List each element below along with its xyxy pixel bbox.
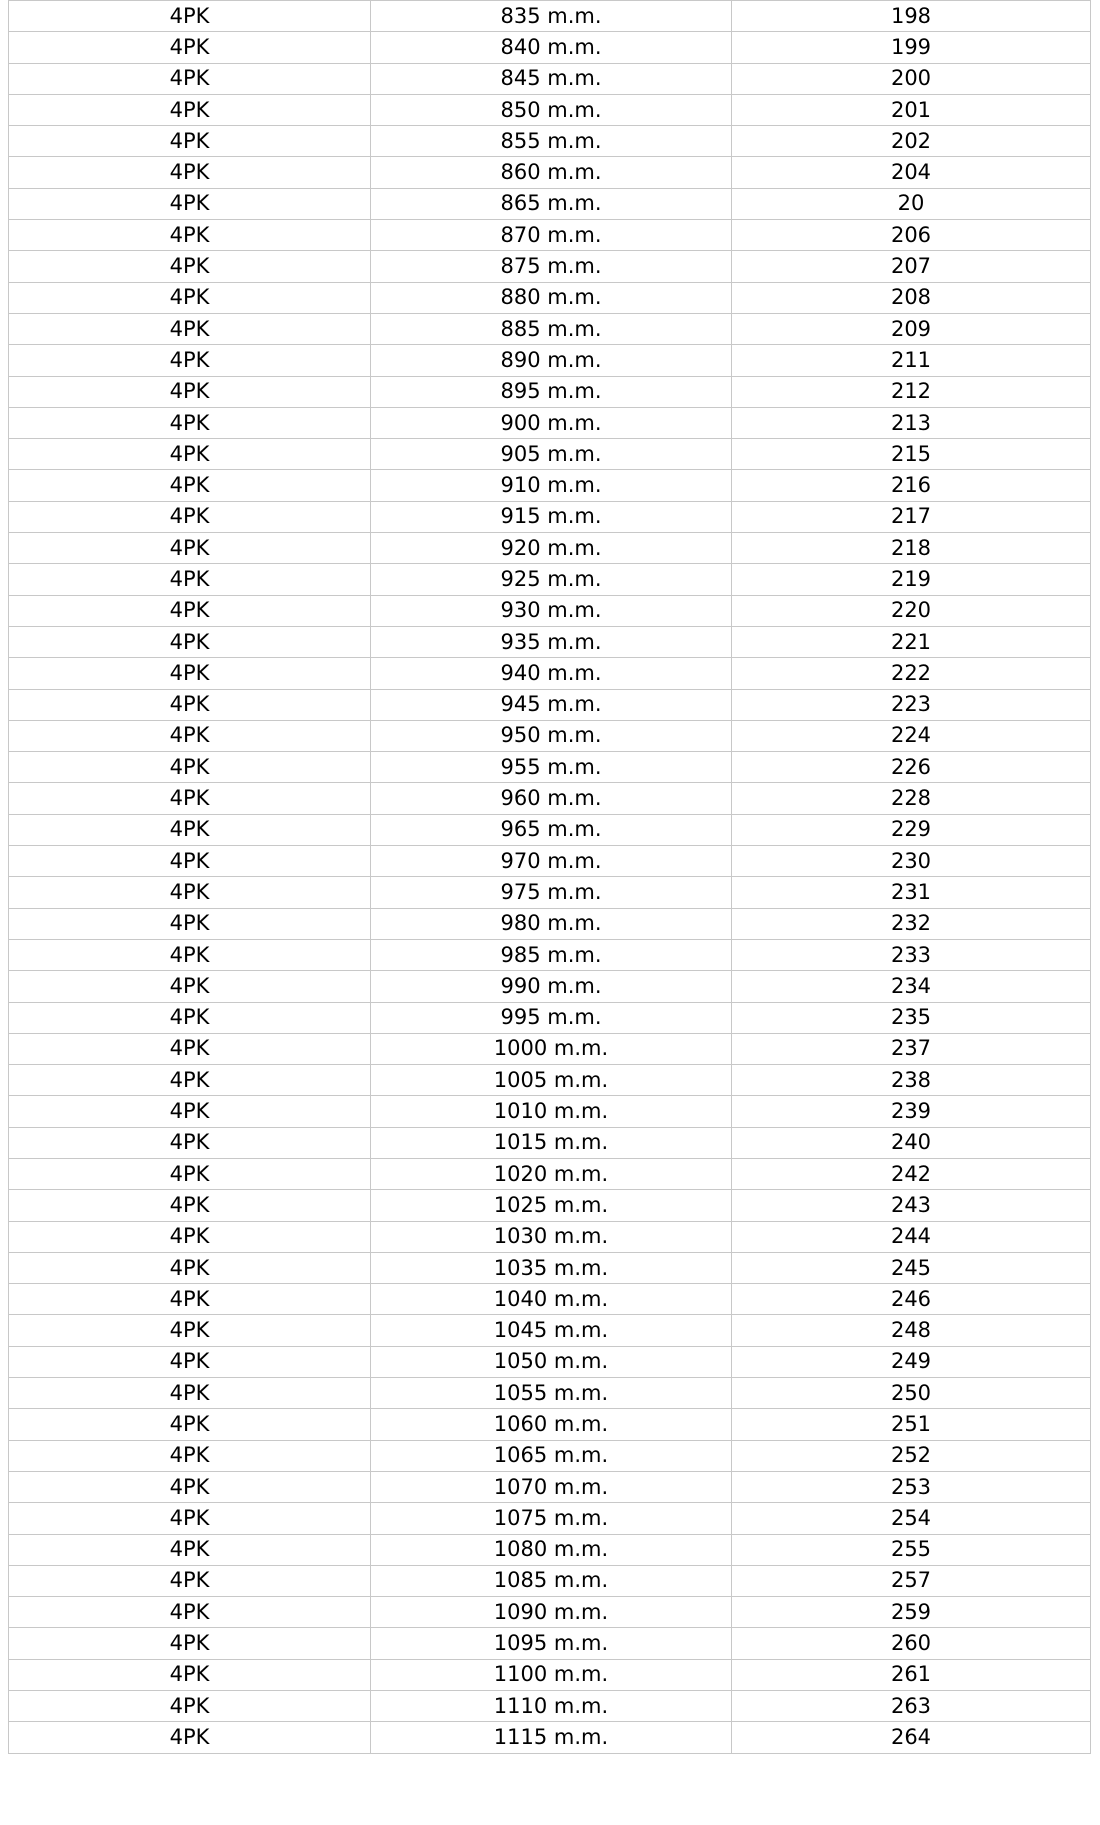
cell-belt-length[interactable]: 1085 m.m.	[371, 1565, 732, 1596]
cell-belt-length[interactable]: 990 m.m.	[371, 971, 732, 1002]
belt-size-table	[8, 0, 1091, 1754]
cell-belt-length[interactable]: 1045 m.m.	[371, 1315, 732, 1346]
table-row	[9, 1534, 1091, 1565]
cell-belt-code[interactable]: 246	[732, 1284, 1091, 1315]
cell-belt-length[interactable]: 835 m.m.	[371, 1, 732, 32]
cell-belt-type[interactable]: 4PK	[9, 1096, 371, 1127]
cell-belt-code[interactable]: 20	[732, 188, 1091, 219]
table-row	[9, 188, 1091, 219]
cell-belt-length[interactable]: 1075 m.m.	[371, 1503, 732, 1534]
cell-belt-type[interactable]: 4PK	[9, 1691, 371, 1722]
cell-belt-type[interactable]: 4PK	[9, 470, 371, 501]
table-row	[9, 658, 1091, 689]
cell-belt-type[interactable]: 4PK	[9, 1409, 371, 1440]
cell-belt-length[interactable]: 1000 m.m.	[371, 1033, 732, 1064]
cell-belt-code[interactable]: 249	[732, 1346, 1091, 1377]
table-row	[9, 1065, 1091, 1096]
table-row	[9, 1033, 1091, 1064]
table-row	[9, 1659, 1091, 1690]
table-row	[9, 94, 1091, 125]
cell-belt-code[interactable]: 255	[732, 1534, 1091, 1565]
cell-belt-code[interactable]: 209	[732, 313, 1091, 344]
cell-belt-code[interactable]: 263	[732, 1691, 1091, 1722]
cell-belt-length[interactable]: 910 m.m.	[371, 470, 732, 501]
cell-belt-code[interactable]: 215	[732, 439, 1091, 470]
cell-belt-type[interactable]: 4PK	[9, 345, 371, 376]
cell-belt-type[interactable]: 4PK	[9, 1127, 371, 1158]
cell-belt-code[interactable]: 252	[732, 1440, 1091, 1471]
cell-belt-code[interactable]: 237	[732, 1033, 1091, 1064]
cell-belt-code[interactable]: 243	[732, 1190, 1091, 1221]
cell-belt-type[interactable]: 4PK	[9, 1597, 371, 1628]
table-row	[9, 1221, 1091, 1252]
cell-belt-length[interactable]: 1025 m.m.	[371, 1190, 732, 1221]
table-row	[9, 32, 1091, 63]
table-row	[9, 1284, 1091, 1315]
table-row	[9, 439, 1091, 470]
cell-belt-code[interactable]: 244	[732, 1221, 1091, 1252]
cell-belt-type[interactable]: 4PK	[9, 1534, 371, 1565]
cell-belt-code[interactable]: 218	[732, 533, 1091, 564]
cell-belt-length[interactable]: 1035 m.m.	[371, 1252, 732, 1283]
cell-belt-length[interactable]: 1115 m.m.	[371, 1722, 732, 1753]
table-row	[9, 689, 1091, 720]
cell-belt-length[interactable]: 935 m.m.	[371, 626, 732, 657]
cell-belt-length[interactable]: 920 m.m.	[371, 533, 732, 564]
table-row	[9, 1158, 1091, 1189]
cell-belt-type[interactable]: 4PK	[9, 376, 371, 407]
cell-belt-type[interactable]: 4PK	[9, 1628, 371, 1659]
cell-belt-type[interactable]: 4PK	[9, 126, 371, 157]
cell-belt-type[interactable]: 4PK	[9, 313, 371, 344]
cell-belt-type[interactable]: 4PK	[9, 846, 371, 877]
table-body	[9, 1, 1091, 1754]
cell-belt-type[interactable]: 4PK	[9, 783, 371, 814]
cell-belt-type[interactable]: 4PK	[9, 1284, 371, 1315]
cell-belt-code[interactable]: 230	[732, 846, 1091, 877]
table-row	[9, 1252, 1091, 1283]
cell-belt-type[interactable]: 4PK	[9, 971, 371, 1002]
cell-belt-length[interactable]: 850 m.m.	[371, 94, 732, 125]
cell-belt-type[interactable]: 4PK	[9, 1221, 371, 1252]
cell-belt-type[interactable]: 4PK	[9, 1, 371, 32]
cell-belt-type[interactable]: 4PK	[9, 1033, 371, 1064]
cell-belt-length[interactable]: 1100 m.m.	[371, 1659, 732, 1690]
cell-belt-length[interactable]: 900 m.m.	[371, 407, 732, 438]
table-row	[9, 1409, 1091, 1440]
table-row	[9, 1002, 1091, 1033]
cell-belt-code[interactable]: 207	[732, 251, 1091, 282]
cell-belt-code[interactable]: 238	[732, 1065, 1091, 1096]
cell-belt-length[interactable]: 870 m.m.	[371, 220, 732, 251]
cell-belt-code[interactable]: 223	[732, 689, 1091, 720]
cell-belt-code[interactable]: 202	[732, 126, 1091, 157]
cell-belt-type[interactable]: 4PK	[9, 32, 371, 63]
table-row	[9, 626, 1091, 657]
cell-belt-code[interactable]: 212	[732, 376, 1091, 407]
cell-belt-type[interactable]: 4PK	[9, 626, 371, 657]
table-row	[9, 407, 1091, 438]
cell-belt-length[interactable]: 930 m.m.	[371, 595, 732, 626]
cell-belt-length[interactable]: 1060 m.m.	[371, 1409, 732, 1440]
table-row	[9, 501, 1091, 532]
cell-belt-type[interactable]: 4PK	[9, 1002, 371, 1033]
cell-belt-length[interactable]: 885 m.m.	[371, 313, 732, 344]
cell-belt-type[interactable]: 4PK	[9, 439, 371, 470]
cell-belt-code[interactable]: 201	[732, 94, 1091, 125]
cell-belt-code[interactable]: 233	[732, 939, 1091, 970]
table-row	[9, 220, 1091, 251]
cell-belt-type[interactable]: 4PK	[9, 689, 371, 720]
table-row	[9, 908, 1091, 939]
table-row	[9, 470, 1091, 501]
cell-belt-length[interactable]: 1030 m.m.	[371, 1221, 732, 1252]
cell-belt-length[interactable]: 915 m.m.	[371, 501, 732, 532]
cell-belt-type[interactable]: 4PK	[9, 282, 371, 313]
table-row	[9, 1503, 1091, 1534]
table-row	[9, 1722, 1091, 1753]
table-row	[9, 251, 1091, 282]
cell-belt-type[interactable]: 4PK	[9, 157, 371, 188]
cell-belt-code[interactable]: 224	[732, 720, 1091, 751]
cell-belt-code[interactable]: 242	[732, 1158, 1091, 1189]
cell-belt-type[interactable]: 4PK	[9, 720, 371, 751]
table-row	[9, 1597, 1091, 1628]
table-row	[9, 1691, 1091, 1722]
cell-belt-type[interactable]: 4PK	[9, 1190, 371, 1221]
cell-belt-length[interactable]: 1055 m.m.	[371, 1378, 732, 1409]
cell-belt-length[interactable]: 880 m.m.	[371, 282, 732, 313]
table-row	[9, 313, 1091, 344]
cell-belt-length[interactable]: 855 m.m.	[371, 126, 732, 157]
cell-belt-code[interactable]: 216	[732, 470, 1091, 501]
cell-belt-code[interactable]: 200	[732, 63, 1091, 94]
cell-belt-code[interactable]: 204	[732, 157, 1091, 188]
cell-belt-length[interactable]: 955 m.m.	[371, 752, 732, 783]
cell-belt-type[interactable]: 4PK	[9, 1565, 371, 1596]
cell-belt-code[interactable]: 222	[732, 658, 1091, 689]
cell-belt-code[interactable]: 220	[732, 595, 1091, 626]
cell-belt-length[interactable]: 1090 m.m.	[371, 1597, 732, 1628]
cell-belt-length[interactable]: 960 m.m.	[371, 783, 732, 814]
cell-belt-code[interactable]: 231	[732, 877, 1091, 908]
cell-belt-code[interactable]: 257	[732, 1565, 1091, 1596]
cell-belt-length[interactable]: 965 m.m.	[371, 814, 732, 845]
table-row	[9, 783, 1091, 814]
cell-belt-type[interactable]: 4PK	[9, 1378, 371, 1409]
cell-belt-type[interactable]: 4PK	[9, 564, 371, 595]
table-row	[9, 1628, 1091, 1659]
cell-belt-code[interactable]: 211	[732, 345, 1091, 376]
cell-belt-type[interactable]: 4PK	[9, 1503, 371, 1534]
cell-belt-length[interactable]: 1005 m.m.	[371, 1065, 732, 1096]
cell-belt-code[interactable]: 264	[732, 1722, 1091, 1753]
cell-belt-length[interactable]: 1010 m.m.	[371, 1096, 732, 1127]
cell-belt-length[interactable]: 845 m.m.	[371, 63, 732, 94]
cell-belt-type[interactable]: 4PK	[9, 1252, 371, 1283]
cell-belt-length[interactable]: 905 m.m.	[371, 439, 732, 470]
cell-belt-length[interactable]: 970 m.m.	[371, 846, 732, 877]
cell-belt-length[interactable]: 840 m.m.	[371, 32, 732, 63]
cell-belt-type[interactable]: 4PK	[9, 501, 371, 532]
cell-belt-length[interactable]: 925 m.m.	[371, 564, 732, 595]
cell-belt-type[interactable]: 4PK	[9, 908, 371, 939]
cell-belt-type[interactable]: 4PK	[9, 251, 371, 282]
cell-belt-type[interactable]: 4PK	[9, 1659, 371, 1690]
cell-belt-type[interactable]: 4PK	[9, 1471, 371, 1502]
cell-belt-type[interactable]: 4PK	[9, 1158, 371, 1189]
cell-belt-type[interactable]: 4PK	[9, 814, 371, 845]
cell-belt-code[interactable]: 239	[732, 1096, 1091, 1127]
table-row	[9, 595, 1091, 626]
cell-belt-code[interactable]: 254	[732, 1503, 1091, 1534]
cell-belt-length[interactable]: 1095 m.m.	[371, 1628, 732, 1659]
table-row	[9, 533, 1091, 564]
table-row	[9, 345, 1091, 376]
table-row	[9, 971, 1091, 1002]
cell-belt-length[interactable]: 890 m.m.	[371, 345, 732, 376]
cell-belt-length[interactable]: 1070 m.m.	[371, 1471, 732, 1502]
cell-belt-length[interactable]: 1050 m.m.	[371, 1346, 732, 1377]
table-row	[9, 376, 1091, 407]
cell-belt-code[interactable]: 208	[732, 282, 1091, 313]
cell-belt-code[interactable]: 228	[732, 783, 1091, 814]
cell-belt-code[interactable]: 235	[732, 1002, 1091, 1033]
cell-belt-type[interactable]: 4PK	[9, 407, 371, 438]
table-row	[9, 564, 1091, 595]
cell-belt-length[interactable]: 940 m.m.	[371, 658, 732, 689]
cell-belt-type[interactable]: 4PK	[9, 94, 371, 125]
cell-belt-code[interactable]: 245	[732, 1252, 1091, 1283]
table-row	[9, 63, 1091, 94]
table-row	[9, 1190, 1091, 1221]
cell-belt-type[interactable]: 4PK	[9, 939, 371, 970]
cell-belt-length[interactable]: 975 m.m.	[371, 877, 732, 908]
table-row	[9, 752, 1091, 783]
cell-belt-code[interactable]: 240	[732, 1127, 1091, 1158]
cell-belt-length[interactable]: 1040 m.m.	[371, 1284, 732, 1315]
table-row	[9, 282, 1091, 313]
table-row	[9, 814, 1091, 845]
cell-belt-length[interactable]: 865 m.m.	[371, 188, 732, 219]
cell-belt-code[interactable]: 251	[732, 1409, 1091, 1440]
cell-belt-type[interactable]: 4PK	[9, 658, 371, 689]
cell-belt-length[interactable]: 1065 m.m.	[371, 1440, 732, 1471]
cell-belt-type[interactable]: 4PK	[9, 877, 371, 908]
cell-belt-type[interactable]: 4PK	[9, 188, 371, 219]
cell-belt-length[interactable]: 995 m.m.	[371, 1002, 732, 1033]
cell-belt-code[interactable]: 260	[732, 1628, 1091, 1659]
cell-belt-type[interactable]: 4PK	[9, 595, 371, 626]
cell-belt-length[interactable]: 1015 m.m.	[371, 1127, 732, 1158]
table-row	[9, 1346, 1091, 1377]
table-row	[9, 939, 1091, 970]
cell-belt-code[interactable]: 219	[732, 564, 1091, 595]
cell-belt-type[interactable]: 4PK	[9, 752, 371, 783]
table-row	[9, 1, 1091, 32]
table-row	[9, 126, 1091, 157]
cell-belt-length[interactable]: 1080 m.m.	[371, 1534, 732, 1565]
cell-belt-type[interactable]: 4PK	[9, 220, 371, 251]
cell-belt-code[interactable]: 217	[732, 501, 1091, 532]
cell-belt-code[interactable]: 261	[732, 1659, 1091, 1690]
cell-belt-code[interactable]: 259	[732, 1597, 1091, 1628]
cell-belt-code[interactable]: 253	[732, 1471, 1091, 1502]
cell-belt-length[interactable]: 945 m.m.	[371, 689, 732, 720]
cell-belt-type[interactable]: 4PK	[9, 1315, 371, 1346]
cell-belt-code[interactable]: 250	[732, 1378, 1091, 1409]
table-row	[9, 720, 1091, 751]
cell-belt-code[interactable]: 206	[732, 220, 1091, 251]
cell-belt-type[interactable]: 4PK	[9, 1346, 371, 1377]
cell-belt-code[interactable]: 229	[732, 814, 1091, 845]
table-row	[9, 157, 1091, 188]
cell-belt-length[interactable]: 1110 m.m.	[371, 1691, 732, 1722]
cell-belt-length[interactable]: 860 m.m.	[371, 157, 732, 188]
cell-belt-length[interactable]: 1020 m.m.	[371, 1158, 732, 1189]
cell-belt-code[interactable]: 221	[732, 626, 1091, 657]
cell-belt-length[interactable]: 895 m.m.	[371, 376, 732, 407]
cell-belt-type[interactable]: 4PK	[9, 533, 371, 564]
cell-belt-code[interactable]: 199	[732, 32, 1091, 63]
table-row	[9, 1378, 1091, 1409]
table-row	[9, 1471, 1091, 1502]
cell-belt-code[interactable]: 234	[732, 971, 1091, 1002]
cell-belt-code[interactable]: 232	[732, 908, 1091, 939]
cell-belt-length[interactable]: 875 m.m.	[371, 251, 732, 282]
table-row	[9, 1096, 1091, 1127]
cell-belt-code[interactable]: 226	[732, 752, 1091, 783]
table-row	[9, 877, 1091, 908]
cell-belt-length[interactable]: 950 m.m.	[371, 720, 732, 751]
cell-belt-type[interactable]: 4PK	[9, 63, 371, 94]
table-row	[9, 1315, 1091, 1346]
cell-belt-type[interactable]: 4PK	[9, 1065, 371, 1096]
cell-belt-length[interactable]: 980 m.m.	[371, 908, 732, 939]
table-row	[9, 1440, 1091, 1471]
table-row	[9, 1127, 1091, 1158]
cell-belt-type[interactable]: 4PK	[9, 1440, 371, 1471]
cell-belt-code[interactable]: 248	[732, 1315, 1091, 1346]
cell-belt-code[interactable]: 198	[732, 1, 1091, 32]
cell-belt-code[interactable]: 213	[732, 407, 1091, 438]
cell-belt-type[interactable]: 4PK	[9, 1722, 371, 1753]
table-row	[9, 1565, 1091, 1596]
cell-belt-length[interactable]: 985 m.m.	[371, 939, 732, 970]
table-row	[9, 846, 1091, 877]
